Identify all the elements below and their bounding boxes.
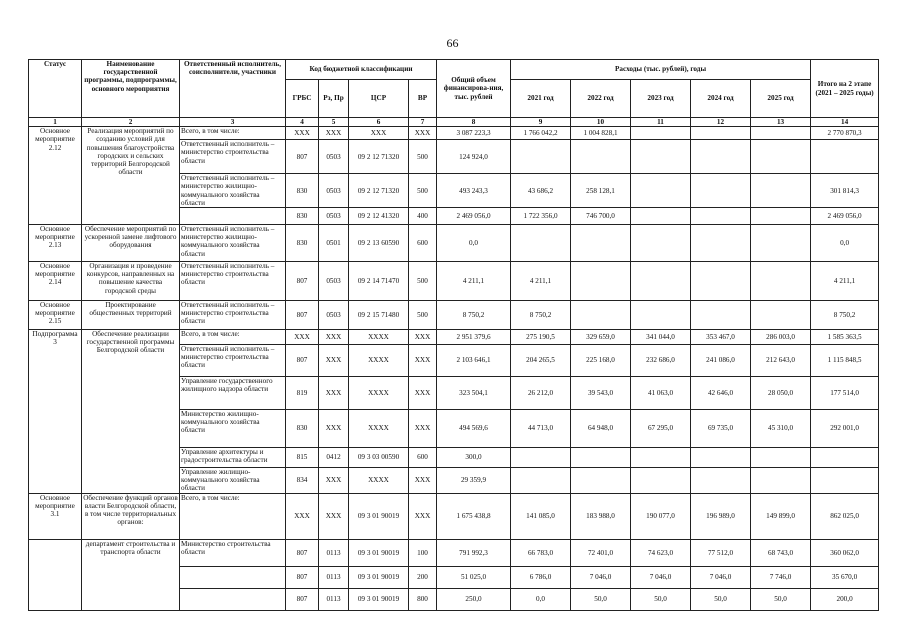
col-number: 10 — [571, 118, 631, 127]
csr-cell: 09 2 12 41320 — [349, 208, 409, 225]
name-cell: Проектирование общественных территорий — [82, 301, 180, 330]
total-cell: 493 243,3 — [437, 174, 511, 208]
csr-cell: 09 2 12 71320 — [349, 140, 409, 174]
year-2021-cell: 43 686,2 — [511, 174, 571, 208]
csr-cell: XXXX — [349, 468, 409, 494]
status-cell: Подпрограмма 3 — [29, 330, 82, 494]
grbs-cell: 819 — [286, 377, 319, 410]
year-2025-cell — [751, 127, 811, 140]
total-cell: 0,0 — [437, 225, 511, 262]
year-2023-cell: 67 295,0 — [631, 410, 691, 448]
csr-cell: 09 2 13 60590 — [349, 225, 409, 262]
header-vr: ВР — [409, 80, 437, 118]
year-2022-cell: 225 168,0 — [571, 345, 631, 377]
name-cell: Реализация мероприятий по созданию условий для повышения благоустройства городских и сельских территорий Белгородской области — [82, 127, 180, 225]
col-number: 6 — [349, 118, 409, 127]
header-itogo: Итого на 2 этапе (2021 – 2025 годы) — [811, 60, 879, 118]
rzpr-cell: 0503 — [319, 208, 349, 225]
vr-cell: XXX — [409, 345, 437, 377]
year-2022-cell — [571, 301, 631, 330]
csr-cell: 09 2 14 71470 — [349, 262, 409, 301]
itogo-cell: 862 025,0 — [811, 493, 879, 539]
year-2023-cell — [631, 127, 691, 140]
itogo-cell: 200,0 — [811, 588, 879, 610]
year-2024-cell: 353 467,0 — [691, 330, 751, 345]
responsible-cell: Управление архитектуры и градостроительства области — [180, 448, 286, 468]
year-2024-cell — [691, 140, 751, 174]
year-2024-cell — [691, 301, 751, 330]
year-2024-cell: 42 646,0 — [691, 377, 751, 410]
year-2021-cell: 0,0 — [511, 588, 571, 610]
responsible-cell: Министерство строительства области — [180, 539, 286, 566]
header-2023: 2023 год — [631, 80, 691, 118]
itogo-cell: 177 514,0 — [811, 377, 879, 410]
year-2022-cell: 50,0 — [571, 588, 631, 610]
total-cell: 124 924,0 — [437, 140, 511, 174]
year-2022-cell — [571, 225, 631, 262]
header-responsible: Ответственный исполнитель, соисполнители, участники — [180, 60, 286, 118]
responsible-cell: Всего, в том числе: — [180, 493, 286, 539]
total-cell: 1 675 438,8 — [437, 493, 511, 539]
csr-cell: XXXX — [349, 377, 409, 410]
year-2025-cell: 28 050,0 — [751, 377, 811, 410]
year-2024-cell — [691, 127, 751, 140]
header-expenses: Расходы (тыс. рублей), годы — [511, 60, 811, 80]
itogo-cell: 301 814,3 — [811, 174, 879, 208]
year-2024-cell — [691, 225, 751, 262]
name-cell: Обеспечение функций органов власти Белгородской области, в том числе территориальных органов: — [82, 493, 180, 539]
grbs-cell: 830 — [286, 410, 319, 448]
vr-cell: XXX — [409, 330, 437, 345]
csr-cell: 09 3 03 00590 — [349, 448, 409, 468]
table-row — [29, 330, 879, 345]
year-2021-cell — [511, 448, 571, 468]
col-number: 5 — [319, 118, 349, 127]
total-cell: 2 951 379,6 — [437, 330, 511, 345]
year-2021-cell: 204 265,5 — [511, 345, 571, 377]
header-budget-code: Код бюджетной классификации — [286, 60, 437, 80]
year-2024-cell — [691, 448, 751, 468]
name-cell: Обеспечение мероприятий по ускоренной замене лифтового оборудования — [82, 225, 180, 262]
itogo-cell: 2 469 056,0 — [811, 208, 879, 225]
csr-cell: 09 3 01 90019 — [349, 588, 409, 610]
year-2025-cell — [751, 225, 811, 262]
year-2025-cell: 68 743,0 — [751, 539, 811, 566]
year-2023-cell: 7 046,0 — [631, 566, 691, 588]
year-2023-cell — [631, 174, 691, 208]
year-2023-cell: 41 063,0 — [631, 377, 691, 410]
csr-cell: 09 3 01 90019 — [349, 493, 409, 539]
vr-cell: XXX — [409, 468, 437, 494]
grbs-cell: 830 — [286, 225, 319, 262]
year-2023-cell — [631, 262, 691, 301]
rzpr-cell: 0113 — [319, 566, 349, 588]
rzpr-cell: 0113 — [319, 539, 349, 566]
year-2023-cell — [631, 301, 691, 330]
vr-cell: 600 — [409, 225, 437, 262]
responsible-cell: Ответственный исполнитель – министерство строительства области — [180, 262, 286, 301]
header-name: Наименование государственной программы, подпрограммы, основного мероприятия — [82, 60, 180, 118]
rzpr-cell: 0503 — [319, 301, 349, 330]
status-cell: Основное мероприятие 2.14 — [29, 262, 82, 301]
header-csr: ЦСР — [349, 80, 409, 118]
responsible-cell: Всего, в том числе: — [180, 127, 286, 140]
year-2022-cell: 329 659,0 — [571, 330, 631, 345]
itogo-cell — [811, 140, 879, 174]
name-cell: Обеспечение реализации государственной программы Белгородской области — [82, 330, 180, 494]
itogo-cell — [811, 448, 879, 468]
table-row — [29, 301, 879, 330]
rzpr-cell: 0503 — [319, 262, 349, 301]
grbs-cell: 807 — [286, 140, 319, 174]
year-2023-cell: 341 044,0 — [631, 330, 691, 345]
table-row — [29, 493, 879, 539]
rzpr-cell: XXX — [319, 410, 349, 448]
itogo-cell: 292 001,0 — [811, 410, 879, 448]
csr-cell: 09 2 15 71480 — [349, 301, 409, 330]
year-2021-cell — [511, 468, 571, 494]
csr-cell: 09 3 01 90019 — [349, 566, 409, 588]
year-2023-cell: 190 077,0 — [631, 493, 691, 539]
csr-cell: XXXX — [349, 345, 409, 377]
column-number-row — [29, 118, 879, 127]
vr-cell: XXX — [409, 410, 437, 448]
year-2023-cell — [631, 468, 691, 494]
itogo-cell: 360 062,0 — [811, 539, 879, 566]
year-2025-cell — [751, 140, 811, 174]
csr-cell: XXX — [349, 127, 409, 140]
total-cell: 791 992,3 — [437, 539, 511, 566]
vr-cell: 800 — [409, 588, 437, 610]
grbs-cell: 830 — [286, 174, 319, 208]
status-cell: Основное мероприятие 2.12 — [29, 127, 82, 225]
year-2025-cell: 212 643,0 — [751, 345, 811, 377]
grbs-cell: 834 — [286, 468, 319, 494]
budget-table — [28, 59, 879, 611]
grbs-cell: XXX — [286, 330, 319, 345]
total-cell: 8 750,2 — [437, 301, 511, 330]
table-row — [29, 539, 879, 566]
header-total-financing: Общий объем финансирова-ния, тыс. рублей — [437, 60, 511, 118]
grbs-cell: 807 — [286, 301, 319, 330]
year-2021-cell: 44 713,0 — [511, 410, 571, 448]
responsible-cell: Ответственный исполнитель – министерство строительства области — [180, 345, 286, 377]
year-2025-cell — [751, 448, 811, 468]
year-2025-cell: 50,0 — [751, 588, 811, 610]
col-number: 9 — [511, 118, 571, 127]
year-2023-cell — [631, 448, 691, 468]
grbs-cell: XXX — [286, 493, 319, 539]
csr-cell: 09 2 12 71320 — [349, 174, 409, 208]
itogo-cell: 0,0 — [811, 225, 879, 262]
col-number: 7 — [409, 118, 437, 127]
vr-cell: 500 — [409, 262, 437, 301]
total-cell: 323 504,1 — [437, 377, 511, 410]
year-2022-cell: 39 543,0 — [571, 377, 631, 410]
header-2021: 2021 год — [511, 80, 571, 118]
name-cell: Организация и проведение конкурсов, направленных на повышение качества городской среды — [82, 262, 180, 301]
table-row — [29, 262, 879, 301]
status-cell: Основное мероприятие 3.1 — [29, 493, 82, 539]
csr-cell: 09 3 01 90019 — [349, 539, 409, 566]
grbs-cell: 815 — [286, 448, 319, 468]
year-2021-cell: 8 750,2 — [511, 301, 571, 330]
page-number: 66 — [446, 36, 459, 50]
year-2022-cell: 64 948,0 — [571, 410, 631, 448]
itogo-cell: 2 770 870,3 — [811, 127, 879, 140]
header-rzpr: Рз, Пр — [319, 80, 349, 118]
year-2021-cell — [511, 140, 571, 174]
vr-cell: 100 — [409, 539, 437, 566]
year-2024-cell: 69 735,0 — [691, 410, 751, 448]
responsible-cell: Управление государственного жилищного надзора области — [180, 377, 286, 410]
rzpr-cell: 0113 — [319, 588, 349, 610]
col-number: 13 — [751, 118, 811, 127]
year-2022-cell — [571, 448, 631, 468]
header-2024: 2024 год — [691, 80, 751, 118]
rzpr-cell: 0412 — [319, 448, 349, 468]
year-2022-cell: 746 700,0 — [571, 208, 631, 225]
table-row — [29, 225, 879, 262]
table-row — [29, 127, 879, 140]
itogo-cell: 4 211,1 — [811, 262, 879, 301]
col-number: 4 — [286, 118, 319, 127]
rzpr-cell: XXX — [319, 377, 349, 410]
year-2021-cell: 4 211,1 — [511, 262, 571, 301]
total-cell: 51 025,0 — [437, 566, 511, 588]
year-2023-cell: 50,0 — [631, 588, 691, 610]
status-cell: Основное мероприятие 2.15 — [29, 301, 82, 330]
year-2021-cell: 275 190,5 — [511, 330, 571, 345]
year-2025-cell: 45 310,0 — [751, 410, 811, 448]
grbs-cell: 807 — [286, 539, 319, 566]
status-cell: Основное мероприятие 2.13 — [29, 225, 82, 262]
rzpr-cell: XXX — [319, 330, 349, 345]
year-2023-cell — [631, 140, 691, 174]
year-2021-cell — [511, 225, 571, 262]
itogo-cell: 1 585 363,5 — [811, 330, 879, 345]
vr-cell: 400 — [409, 208, 437, 225]
vr-cell: XXX — [409, 493, 437, 539]
col-number: 8 — [437, 118, 511, 127]
grbs-cell: XXX — [286, 127, 319, 140]
year-2022-cell: 183 988,0 — [571, 493, 631, 539]
vr-cell: XXX — [409, 377, 437, 410]
responsible-cell: Ответственный исполнитель – министерство жилищно-коммунального хозяйства области — [180, 225, 286, 262]
itogo-cell — [811, 468, 879, 494]
year-2021-cell: 141 085,0 — [511, 493, 571, 539]
year-2025-cell: 7 746,0 — [751, 566, 811, 588]
total-cell: 494 569,6 — [437, 410, 511, 448]
year-2021-cell: 66 783,0 — [511, 539, 571, 566]
year-2024-cell: 241 086,0 — [691, 345, 751, 377]
year-2022-cell: 72 401,0 — [571, 539, 631, 566]
year-2021-cell: 1 766 042,2 — [511, 127, 571, 140]
csr-cell: XXXX — [349, 330, 409, 345]
year-2024-cell — [691, 174, 751, 208]
year-2021-cell: 26 212,0 — [511, 377, 571, 410]
responsible-cell: Министерство жилищно-коммунального хозяйства области — [180, 410, 286, 448]
total-cell: 29 359,9 — [437, 468, 511, 494]
col-number: 12 — [691, 118, 751, 127]
year-2025-cell — [751, 174, 811, 208]
year-2023-cell — [631, 225, 691, 262]
responsible-cell: Ответственный исполнитель – министерство строительства области — [180, 301, 286, 330]
vr-cell: XXX — [409, 127, 437, 140]
year-2024-cell: 77 512,0 — [691, 539, 751, 566]
year-2025-cell: 286 003,0 — [751, 330, 811, 345]
year-2025-cell — [751, 468, 811, 494]
year-2022-cell — [571, 262, 631, 301]
year-2024-cell: 196 989,0 — [691, 493, 751, 539]
rzpr-cell: 0501 — [319, 225, 349, 262]
total-cell: 3 087 223,3 — [437, 127, 511, 140]
vr-cell: 500 — [409, 301, 437, 330]
vr-cell: 500 — [409, 174, 437, 208]
rzpr-cell: 0503 — [319, 174, 349, 208]
year-2023-cell — [631, 208, 691, 225]
grbs-cell: 807 — [286, 262, 319, 301]
total-cell: 300,0 — [437, 448, 511, 468]
responsible-cell: Управление жилищно-коммунального хозяйства области — [180, 468, 286, 494]
vr-cell: 500 — [409, 140, 437, 174]
itogo-cell: 1 115 848,5 — [811, 345, 879, 377]
name-cell: департамент строительства и транспорта области — [82, 539, 180, 610]
year-2021-cell: 1 722 356,0 — [511, 208, 571, 225]
header-status: Статус — [29, 60, 82, 118]
vr-cell: 200 — [409, 566, 437, 588]
year-2024-cell — [691, 468, 751, 494]
grbs-cell: 807 — [286, 566, 319, 588]
header-grbs: ГРБС — [286, 80, 319, 118]
rzpr-cell: XXX — [319, 345, 349, 377]
total-cell: 2 469 056,0 — [437, 208, 511, 225]
itogo-cell: 35 670,0 — [811, 566, 879, 588]
col-number: 2 — [82, 118, 180, 127]
rzpr-cell: XXX — [319, 468, 349, 494]
year-2024-cell — [691, 208, 751, 225]
total-cell: 4 211,1 — [437, 262, 511, 301]
responsible-cell: Ответственный исполнитель – министерство жилищно-коммунального хозяйства области — [180, 174, 286, 208]
responsible-cell — [180, 588, 286, 610]
year-2024-cell: 50,0 — [691, 588, 751, 610]
year-2025-cell — [751, 208, 811, 225]
col-number: 14 — [811, 118, 879, 127]
header-2022: 2022 год — [571, 80, 631, 118]
year-2022-cell: 1 004 828,1 — [571, 127, 631, 140]
year-2021-cell: 6 786,0 — [511, 566, 571, 588]
year-2024-cell: 7 046,0 — [691, 566, 751, 588]
year-2025-cell — [751, 301, 811, 330]
responsible-cell: Всего, в том числе: — [180, 330, 286, 345]
year-2023-cell: 74 623,0 — [631, 539, 691, 566]
year-2022-cell: 258 128,1 — [571, 174, 631, 208]
total-cell: 250,0 — [437, 588, 511, 610]
vr-cell: 600 — [409, 448, 437, 468]
rzpr-cell: XXX — [319, 127, 349, 140]
grbs-cell: 830 — [286, 208, 319, 225]
rzpr-cell: XXX — [319, 493, 349, 539]
grbs-cell: 807 — [286, 588, 319, 610]
total-cell: 2 103 646,1 — [437, 345, 511, 377]
header-2025: 2025 год — [751, 80, 811, 118]
col-number: 1 — [29, 118, 82, 127]
col-number: 11 — [631, 118, 691, 127]
year-2022-cell — [571, 468, 631, 494]
year-2022-cell — [571, 140, 631, 174]
year-2023-cell: 232 686,0 — [631, 345, 691, 377]
year-2025-cell: 149 899,0 — [751, 493, 811, 539]
rzpr-cell: 0503 — [319, 140, 349, 174]
responsible-cell — [180, 208, 286, 225]
year-2024-cell — [691, 262, 751, 301]
csr-cell: XXXX — [349, 410, 409, 448]
col-number: 3 — [180, 118, 286, 127]
status-cell — [29, 539, 82, 610]
responsible-cell: Ответственный исполнитель – министерство строительства области — [180, 140, 286, 174]
grbs-cell: 807 — [286, 345, 319, 377]
year-2025-cell — [751, 262, 811, 301]
responsible-cell — [180, 566, 286, 588]
year-2022-cell: 7 046,0 — [571, 566, 631, 588]
itogo-cell: 8 750,2 — [811, 301, 879, 330]
